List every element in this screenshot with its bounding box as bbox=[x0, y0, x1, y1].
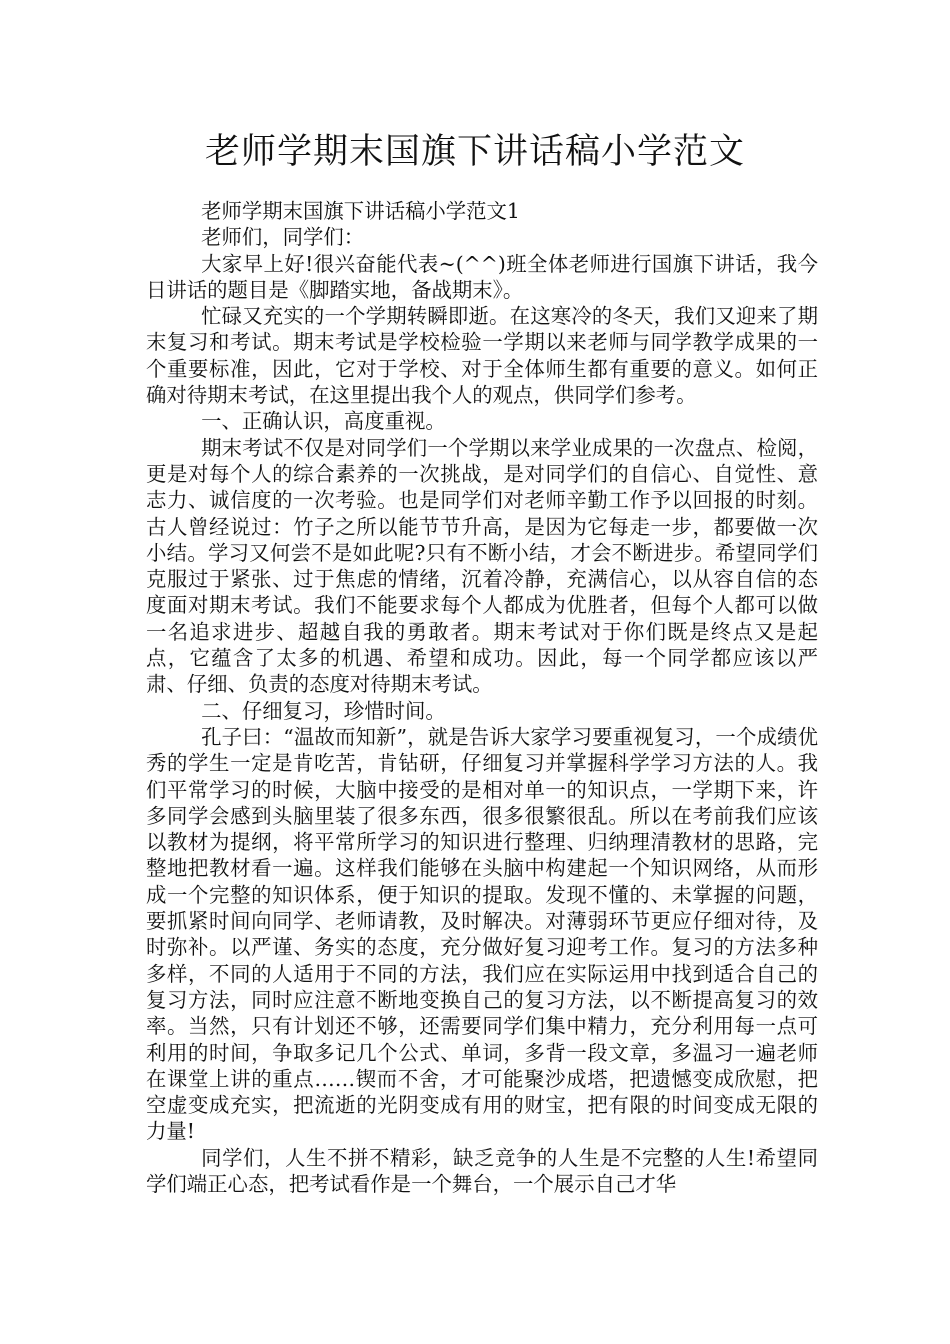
section-heading: 老师学期末国旗下讲话稿小学范文1 bbox=[201, 199, 520, 223]
salutation: 老师们，同学们： bbox=[201, 225, 365, 250]
paragraph: 期末考试不仅是对同学们一个学期以来学业成果的一次盘点、检阅，更是对每个人的综合素养的一次挑战，是对同学们的自信心、自觉性、意志力、诚信度的一次考验。也是同学们对老师辛勤工作予以回报的时刻。古人曾经说过：竹子之所以能节节升高，是因为它每走一步，都要做一次小结。学习又何尝不是如此呢?只有不断小结，才会不断进步。希望同学们克服过于紧张、过于焦虑的情绪，沉着冷静，充满信心，以从容自信的态度面对期末考试。我们不能要求每个人都成为优胜者，但每个人都可以做一名追求进步、超越自我的勇敢者。期末考试对于你们既是终点又是起点，它蕴含了太多的机遇、希望和成功。因此，每一个同学都应该以严肃、仔细、负责的态度对待期末考试。 bbox=[146, 435, 818, 697]
document-title: 老师学期末国旗下讲话稿小学范文 bbox=[204, 132, 745, 172]
document-body bbox=[146, 198, 818, 1197]
subheading: 一、正确认识，高度重视。 bbox=[201, 409, 446, 434]
subheading: 二、仔细复习，珍惜时间。 bbox=[201, 698, 446, 723]
paragraph: 忙碌又充实的一个学期转瞬即逝。在这寒冷的冬天，我们又迎来了期末复习和考试。期末考试是学校检验一学期以来老师与同学教学成果的一个重要标准，因此，它对于学校、对于全体师生都有重要的意义。如何正确对待期末考试，在这里提出我个人的观点，供同学们参考。 bbox=[146, 304, 818, 408]
paragraph: 大家早上好!很兴奋能代表~(^^)班全体老师进行国旗下讲话，我今日讲话的题目是《脚踏实地，备战期末》。 bbox=[146, 251, 818, 302]
paragraph: 孔子曰：“温故而知新”，就是告诉大家学习要重视复习，一个成绩优秀的学生一定是肯吃苦，肯钻研，仔细复习并掌握科学学习方法的人。我们平常学习的时候，大脑中接受的是相对单一的知识点，一学期下来，许多同学会感到头脑里装了很多东西，很多很繁很乱。所以在考前我们应该以教材为提纲，将平常所学习的知识进行整理、归纳理清教材的思路，完整地把教材看一遍。这样我们能够在头脑中构建起一个知识网络，从而形成一个完整的知识体系，便于知识的提取。发现不懂的、未掌握的问题，要抓紧时间向同学、老师请教，及时解决。对薄弱环节更应仔细对待，及时弥补。以严谨、务实的态度，充分做好复习迎考工作。复习的方法多种多样，不同的人适用于不同的方法，我们应在实际运用中找到适合自己的复习方法，同时应注意不断地变换自己的复习方法，以不断提高复习的效率。当然，只有计划还不够，还需要同学们集中精力，充分利用每一点可利用的时间，争取多记几个公式、单词，多背一段文章，多温习一遍老师在课堂上讲的重点……锲而不舍，才可能聚沙成塔，把遗憾变成欣慰，把空虚变成充实，把流逝的光阴变成有用的财宝，把有限的时间变成无限的力量! bbox=[146, 724, 818, 1144]
paragraph: 同学们，人生不拼不精彩，缺乏竞争的人生是不完整的人生!希望同学们端正心态，把考试看作是一个舞台，一个展示自己才华 bbox=[146, 1145, 818, 1196]
